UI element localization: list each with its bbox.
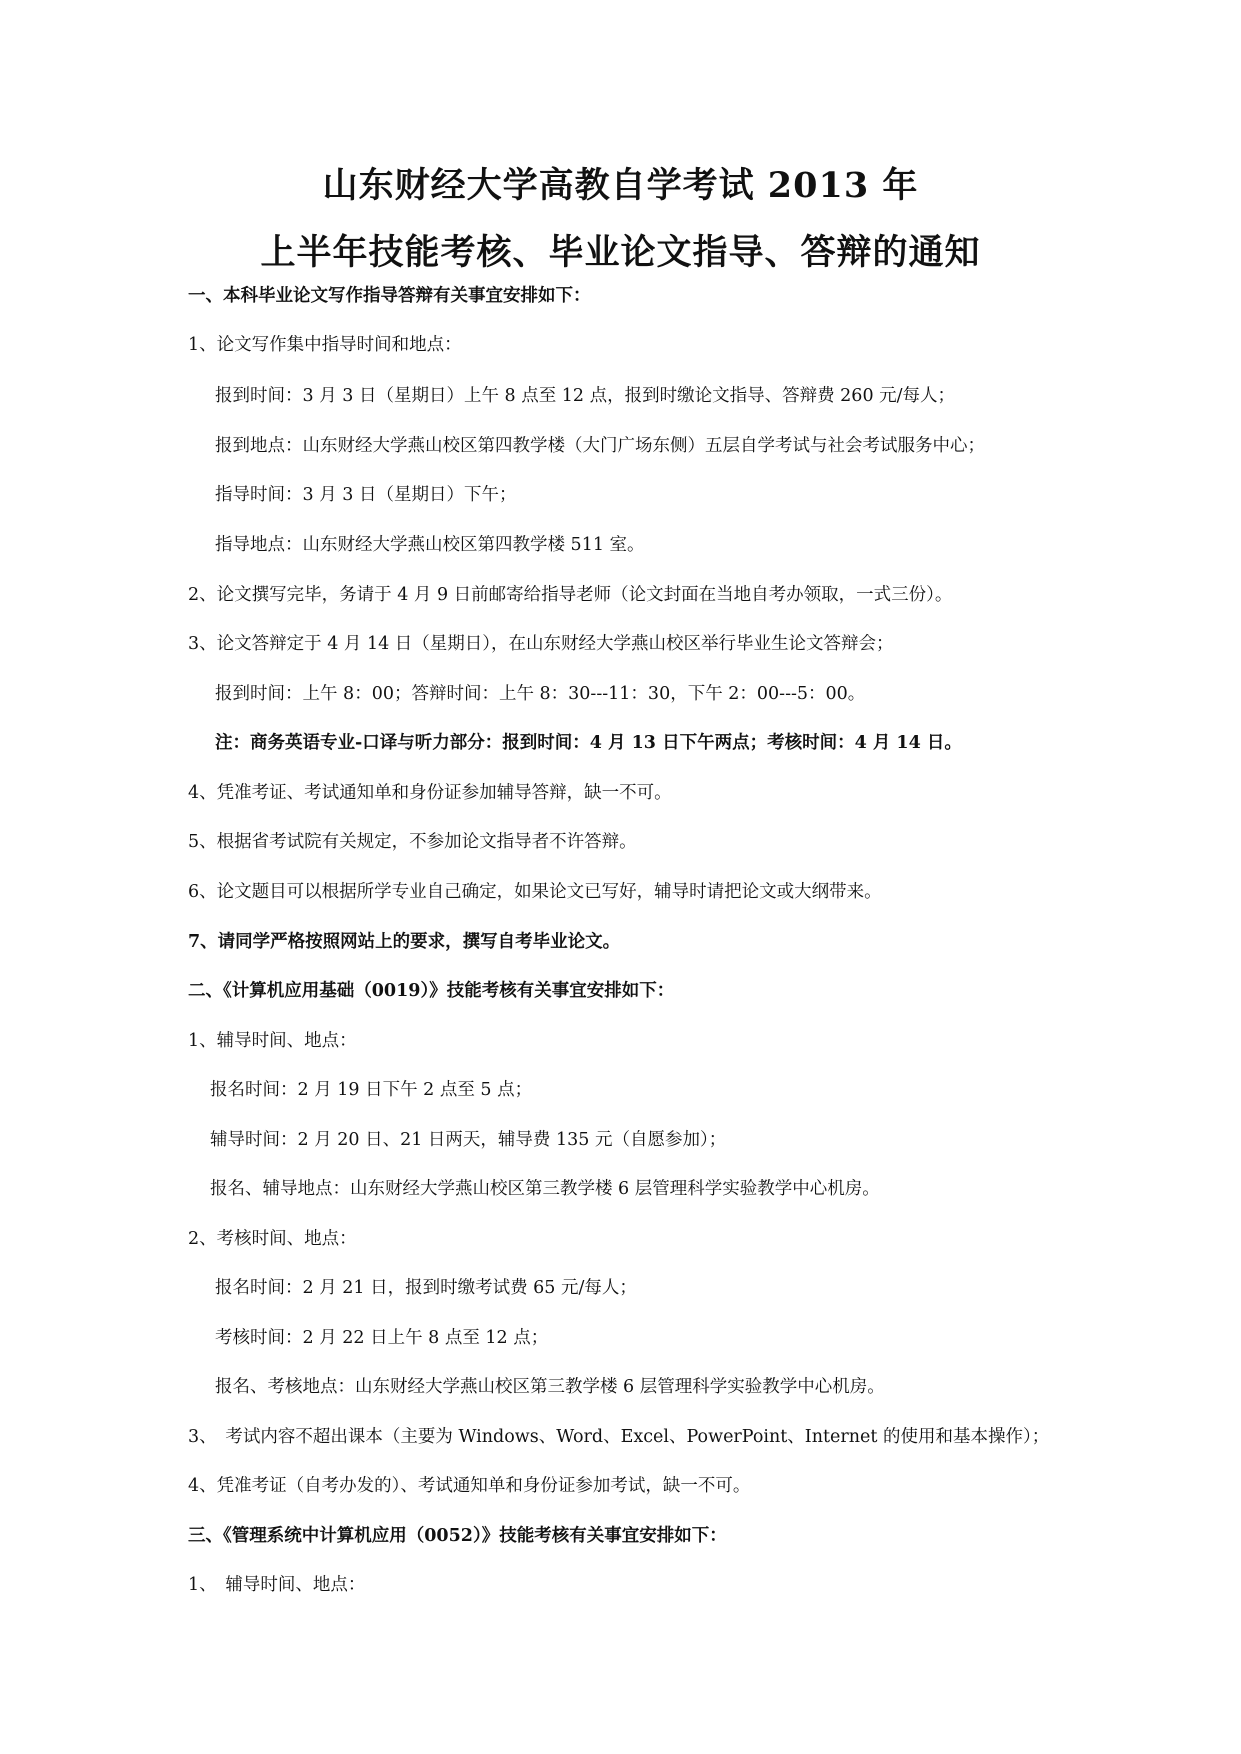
section-heading: 三、《管理系统中计算机应用（0052）》技能考核有关事宜安排如下： xyxy=(188,1526,727,1546)
paragraph-line: 报名、辅导地点：山东财经大学燕山校区第三教学楼 6 层管理科学实验教学中心机房。 xyxy=(210,1179,880,1199)
paragraph-line: 4、凭准考证、考试通知单和身份证参加辅导答辩，缺一不可。 xyxy=(188,783,672,803)
paragraph-line: 1、辅导时间、地点： xyxy=(188,1031,357,1051)
paragraph-line: 报名时间：2 月 21 日，报到时缴考试费 65 元/每人； xyxy=(215,1278,637,1298)
section-heading: 二、《计算机应用基础（0019）》技能考核有关事宜安排如下： xyxy=(188,981,675,1001)
paragraph-line: 2、论文撰写完毕，务请于 4 月 9 日前邮寄给指导老师（论文封面在当地自考办领取，一式三份）。 xyxy=(188,585,953,605)
paragraph-line: 指导时间：3 月 3 日（星期日）下午； xyxy=(215,485,517,505)
paragraph-line: 1、论文写作集中指导时间和地点： xyxy=(188,335,462,355)
paragraph-line: 报到时间：3 月 3 日（星期日）上午 8 点至 12 点，报到时缴论文指导、答辩费 260 元/每人； xyxy=(215,386,956,406)
paragraph-line: 1、 辅导时间、地点： xyxy=(188,1575,366,1595)
paragraph-line: 报名时间：2 月 19 日下午 2 点至 5 点； xyxy=(210,1080,533,1100)
paragraph-line: 报到地点：山东财经大学燕山校区第四教学楼（大门广场东侧）五层自学考试与社会考试服务中心； xyxy=(215,436,985,456)
paragraph-line: 指导地点：山东财经大学燕山校区第四教学楼 511 室。 xyxy=(215,535,645,555)
paragraph-line: 3、论文答辩定于 4 月 14 日（星期日），在山东财经大学燕山校区举行毕业生论文答辩会； xyxy=(188,634,894,654)
paragraph-line: 报名、考核地点：山东财经大学燕山校区第三教学楼 6 层管理科学实验教学中心机房。 xyxy=(215,1377,885,1397)
section-heading: 注：商务英语专业-口译与听力部分：报到时间：4 月 13 日下午两点；考核时间：4 月 14 日。 xyxy=(215,733,962,753)
paragraph-line: 2、考核时间、地点： xyxy=(188,1229,357,1249)
paragraph-line: 考核时间：2 月 22 日上午 8 点至 12 点； xyxy=(215,1328,549,1348)
paragraph-line: 6、论文题目可以根据所学专业自己确定，如果论文已写好，辅导时请把论文或大纲带来。 xyxy=(188,882,882,902)
paragraph-line: 4、凭准考证（自考办发的）、考试通知单和身份证参加考试，缺一不可。 xyxy=(188,1476,751,1496)
page-title-line-1: 山东财经大学高教自学考试 2013 年 xyxy=(322,165,919,206)
paragraph-line: 辅导时间：2 月 20 日、21 日两天，辅导费 135 元（自愿参加）； xyxy=(210,1130,727,1150)
section-heading: 一、本科毕业论文写作指导答辩有关事宜安排如下： xyxy=(188,286,591,306)
page-title-line-2: 上半年技能考核、毕业论文指导、答辩的通知 xyxy=(260,232,981,273)
paragraph-line: 报到时间：上午 8：00；答辩时间：上午 8：30---11：30，下午 2：00---5：00。 xyxy=(215,684,866,704)
section-heading: 7、请同学严格按照网站上的要求，撰写自考毕业论文。 xyxy=(188,932,621,952)
paragraph-line: 5、根据省考试院有关规定，不参加论文指导者不许答辩。 xyxy=(188,832,637,852)
paragraph-line: 3、 考试内容不超出课本（主要为 Windows、Word、Excel、PowerPoint、Internet 的使用和基本操作）； xyxy=(188,1427,1050,1447)
